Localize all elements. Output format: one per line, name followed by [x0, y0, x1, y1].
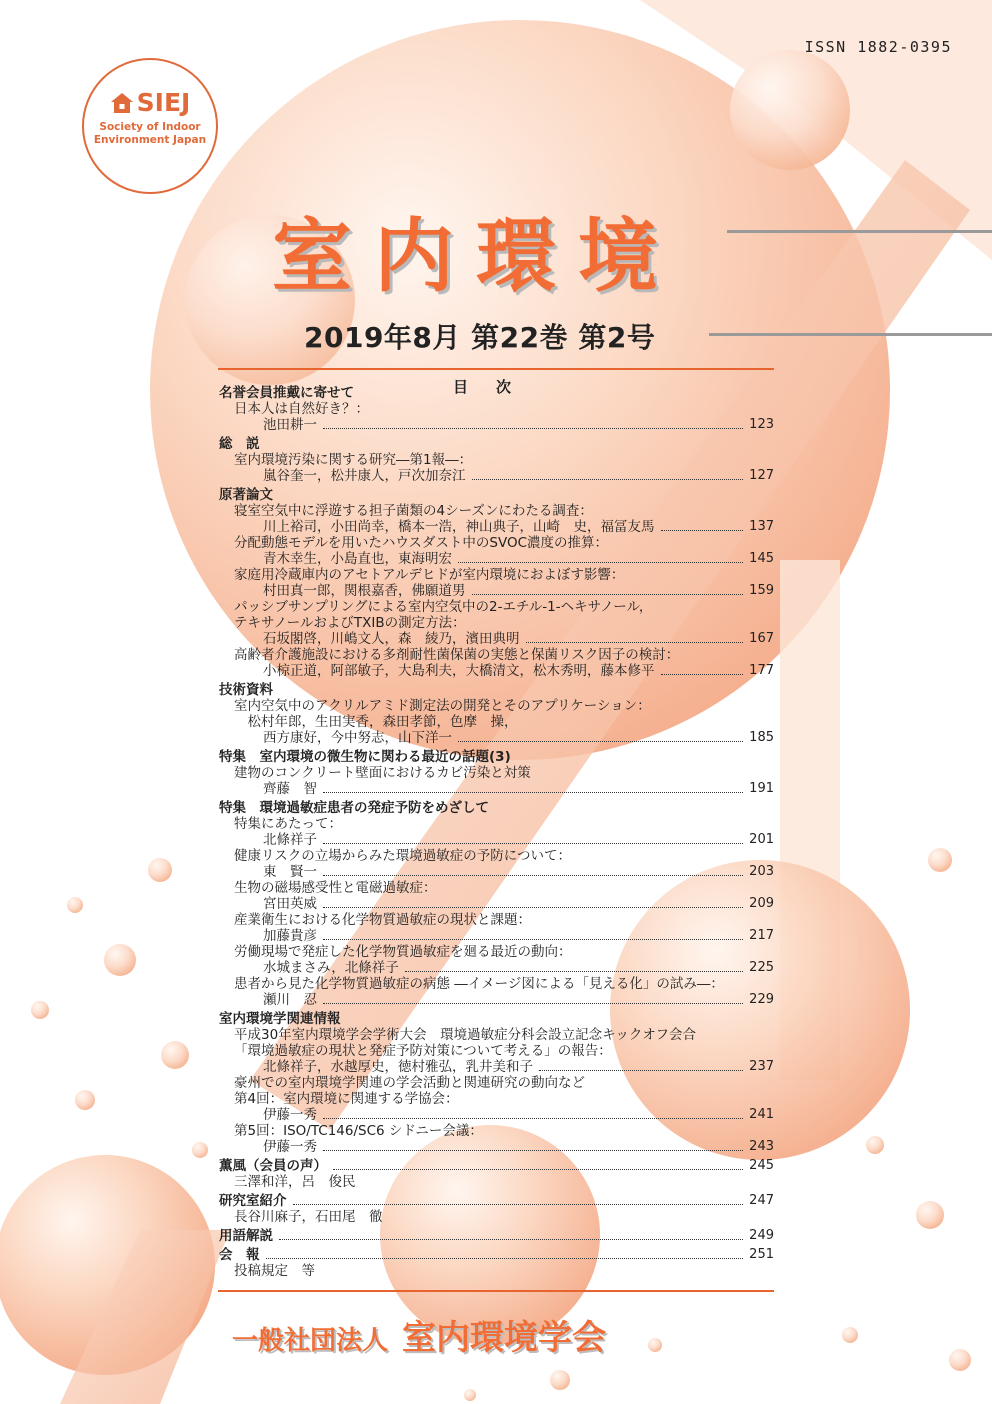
toc-page-number: 127	[749, 468, 774, 483]
toc-article-title: 労働現場で発症した化学物質過敏症を廻る最近の動向：	[234, 944, 572, 960]
toc-section-heading: 技術資料	[219, 682, 273, 698]
toc-page-number: 185	[749, 730, 774, 745]
toc-section-entry	[219, 1247, 774, 1263]
toc-author-entry	[263, 631, 774, 647]
toc-section-entry	[219, 1228, 774, 1244]
toc-author-entry	[263, 781, 774, 797]
toc-page-number: 167	[749, 631, 774, 646]
siej-logo	[82, 58, 218, 194]
toc-article-title: 健康リスクの立場からみた環境過敏症の予防について：	[234, 848, 571, 864]
toc-authors: 齊藤 智	[263, 781, 317, 797]
toc-article-title: 三澤和洋，呂 俊民	[234, 1174, 356, 1190]
toc-author-entry	[263, 551, 774, 567]
leader-dots	[526, 641, 744, 643]
toc-authors: 水城まさみ，北條祥子	[263, 960, 399, 976]
toc-authors: 瀬川 忍	[263, 992, 317, 1008]
toc-article-title: 室内空気中のアクリルアミド測定法の開発とそのアプリケーション：	[234, 698, 651, 714]
toc-author-entry	[263, 960, 774, 976]
toc-article-title: 分配動態モデルを用いたハウスダスト中のSVOC濃度の推算：	[234, 535, 609, 551]
toc-section-heading: 会 報	[219, 1247, 260, 1263]
toc-page-number: 237	[749, 1059, 774, 1074]
toc-article-title: 特集にあたって：	[234, 816, 342, 832]
toc-author-entry	[263, 928, 774, 944]
toc-article-title: 第4回：室内環境に関連する学協会：	[234, 1091, 459, 1107]
journal-title: 室内環境	[272, 210, 680, 303]
toc-authors: 伊藤一秀	[263, 1139, 317, 1155]
toc-article-title: テキサノールおよびTXIBの測定方法：	[234, 615, 466, 631]
toc-article-title: パッシブサンプリングによる室内空気中の2-エチル-1-ヘキサノール，	[234, 599, 653, 615]
publisher-prefix: 一般社団法人	[232, 1326, 389, 1356]
toc-article-title: 平成30年室内環境学会学術大会 環境過敏症分科会設立記念キックオフ会合	[234, 1027, 697, 1043]
leader-dots	[323, 842, 743, 844]
leader-dots	[472, 593, 744, 595]
toc-author-entry	[263, 663, 774, 679]
toc-author-entry	[263, 992, 774, 1008]
toc-article-title: 患者から見た化学物質過敏症の病態 ―イメージ図による「見える化」の試み―：	[234, 976, 724, 992]
toc-section-heading: 室内環境学関連情報	[219, 1011, 341, 1027]
toc-article-title: 建物のコンクリート壁面におけるカビ汚染と対策	[234, 765, 531, 781]
toc-page-number: 217	[749, 928, 774, 943]
toc-article-title: 長谷川麻子，石田尾 徹	[234, 1209, 383, 1225]
toc-author-entry	[263, 896, 774, 912]
toc-authors: 村田真一郎，関根嘉香，佛願道男	[263, 583, 466, 599]
leader-dots	[661, 673, 744, 675]
logo-line-1: Society of Indoor	[99, 121, 201, 133]
toc-page-number: 177	[749, 663, 774, 678]
toc-bottom-divider	[218, 1290, 774, 1292]
issn-number: ISSN 1882-0395	[804, 38, 952, 56]
toc-authors: 小椋正道，阿部敏子，大島利夫，大橋清文，松木秀明，藤本修平	[263, 663, 655, 679]
toc-page-number: 249	[749, 1228, 774, 1243]
toc-page-number: 145	[749, 551, 774, 566]
toc-authors: 東 賢一	[263, 864, 317, 880]
toc-section-heading: 原著論文	[219, 487, 273, 503]
leader-dots	[472, 478, 744, 480]
logo-brand: SIEJ	[136, 88, 191, 117]
toc-author-entry	[263, 519, 774, 535]
leader-dots	[323, 1149, 743, 1151]
toc-page-number: 241	[749, 1107, 774, 1122]
toc-article-title: 生物の磁場感受性と電磁過敏症：	[234, 880, 437, 896]
leader-dots	[405, 970, 743, 972]
leader-dots	[458, 740, 743, 742]
toc-section-heading: 総 説	[219, 436, 260, 452]
toc-authors: 宮田英威	[263, 896, 317, 912]
toc-author-entry	[263, 583, 774, 599]
toc-section-entry	[219, 1158, 774, 1174]
toc-authors: 伊藤一秀	[263, 1107, 317, 1123]
toc-article-title: 投稿規定 等	[234, 1263, 315, 1279]
toc-page-number: 209	[749, 896, 774, 911]
toc-article-title: 寝室空気中に浮遊する担子菌類の4シーズンにわたる調査：	[234, 503, 593, 519]
toc-page-number: 137	[749, 519, 774, 534]
toc-heading: 目次	[452, 378, 539, 396]
toc-author-entry	[263, 864, 774, 880]
leader-dots	[323, 1117, 743, 1119]
toc-author-entry	[263, 1059, 774, 1075]
toc-author-entry	[263, 730, 774, 746]
toc-article-title: 家庭用冷蔵庫内のアセトアルデヒドが室内環境におよぼす影響：	[234, 567, 625, 583]
toc-author-entry	[263, 417, 774, 433]
leader-dots	[323, 1002, 743, 1004]
toc-page-number: 245	[749, 1158, 774, 1173]
toc-authors: 青木幸生，小島直也，東海明宏	[263, 551, 452, 567]
toc-section-heading: 薫風（会員の声）	[219, 1158, 327, 1174]
toc-page-number: 225	[749, 960, 774, 975]
logo-line-2: Environment Japan	[93, 134, 207, 146]
toc-section-heading: 名誉会員推戴に寄せて	[219, 385, 354, 401]
leader-dots	[333, 1168, 743, 1170]
leader-dots	[323, 427, 743, 429]
toc-article-title: 「環境過敏症の現状と発症予防対策について考える」の報告：	[234, 1043, 612, 1059]
issue-info: 2019年8月 第22巻 第2号	[304, 321, 656, 354]
toc-author-entry	[263, 468, 774, 484]
toc-authors: 加藤貴彦	[263, 928, 317, 944]
toc-section-heading: 特集 室内環境の微生物に関わる最近の話題(3)	[219, 749, 511, 765]
toc-section-heading: 研究室紹介	[219, 1193, 287, 1209]
leader-dots	[539, 1069, 743, 1071]
toc-article-title: 室内環境汚染に関する研究―第1報―：	[234, 452, 473, 468]
toc-article-title: 産業衛生における化学物質過敏症の現状と課題：	[234, 912, 531, 928]
leader-dots	[293, 1203, 744, 1205]
leader-dots	[323, 906, 743, 908]
toc-author-entry	[263, 1107, 774, 1123]
leader-dots	[323, 791, 743, 793]
toc-page-number: 201	[749, 832, 774, 847]
leader-dots	[279, 1238, 743, 1240]
toc-page-number: 191	[749, 781, 774, 796]
toc-article-title: 日本人は自然好き？：	[234, 401, 369, 417]
toc-page-number: 123	[749, 417, 774, 432]
toc-article-title: 豪州での室内環境学関連の学会活動と関連研究の動向など	[234, 1075, 585, 1091]
issue-rule	[709, 333, 992, 336]
leader-dots	[458, 561, 743, 563]
house-icon	[110, 92, 134, 114]
toc-authors: 嵐谷奎一，松井康人，戸次加奈江	[263, 468, 466, 484]
toc-article-title: 高齢者介護施設における多剤耐性菌保菌の実態と保菌リスク因子の検討：	[234, 647, 680, 663]
leader-dots	[661, 529, 744, 531]
toc-authors: 石坂閣啓，川嶋文人，森 綾乃，濱田典明	[263, 631, 520, 647]
toc-article-title: 第5回：ISO/TC146/SC6 シドニー会議：	[234, 1123, 483, 1139]
toc-page-number: 243	[749, 1139, 774, 1154]
toc-page-number: 247	[749, 1193, 774, 1208]
publisher-name	[232, 1310, 606, 1359]
toc-section-heading: 特集 環境過敏症患者の発症予防をめざして	[219, 800, 489, 816]
publisher-society: 室内環境学会	[402, 1318, 607, 1358]
toc-authors: 北條祥子	[263, 832, 317, 848]
toc-page-number: 229	[749, 992, 774, 1007]
toc-page-number: 203	[749, 864, 774, 879]
toc-article-title: 松村年郎，生田実香，森田孝節，色摩 操，	[234, 714, 518, 730]
title-rule	[727, 230, 992, 233]
toc-authors: 北條祥子，水越厚史，徳村雅弘，乳井美和子	[263, 1059, 533, 1075]
toc-authors: 西方康好，今中努志，山下洋一	[263, 730, 452, 746]
toc-section-heading: 用語解説	[219, 1228, 273, 1244]
leader-dots	[323, 938, 743, 940]
toc-top-divider	[218, 368, 774, 370]
toc-author-entry	[263, 832, 774, 848]
toc-author-entry	[263, 1139, 774, 1155]
toc-authors: 川上裕司，小田尚幸，橋本一浩，神山典子，山崎 史，福冨友馬	[263, 519, 655, 535]
toc-section-entry	[219, 1193, 774, 1209]
leader-dots	[266, 1257, 744, 1259]
toc-page-number: 159	[749, 583, 774, 598]
leader-dots	[323, 874, 743, 876]
toc-authors: 池田耕一	[263, 417, 317, 433]
toc-page-number: 251	[749, 1247, 774, 1262]
